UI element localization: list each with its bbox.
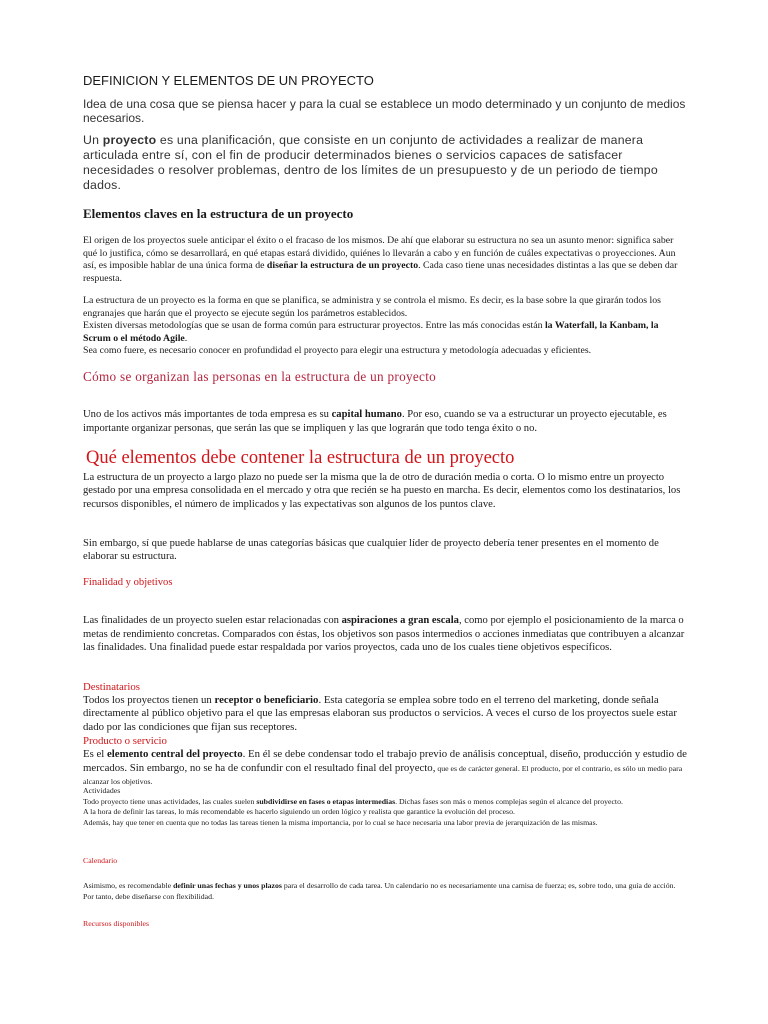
- text-run: . En él se debe condensar todo el trabajo previo de análisis conceptual, diseño, producción y estudio de mercados. Sin embargo, no se ha de confundir con el resultado final del proyecto,: [83, 748, 687, 774]
- text-run: Asimismo, es recomendable: [83, 881, 174, 890]
- heading-organizan: Cómo se organizan las personas en la estructura de un proyecto: [83, 369, 437, 384]
- heading-finalidad: Finalidad y objetivos: [83, 577, 173, 588]
- heading-producto: Producto o servicio: [83, 735, 167, 747]
- heading-recursos: Recursos disponibles: [83, 919, 150, 928]
- text-run: . Cada caso tiene unas necesidades distintas a las que se deben dar respuesta.: [83, 260, 678, 284]
- paragraph-sea-como-fuere: Sea como fuere, es necesario conocer en profundidad el proyecto para elegir una estructura y metodología adecuadas y eficientes.: [83, 345, 592, 356]
- actividades-section: [83, 786, 688, 828]
- bold-term: definir unas fechas y unos plazos: [173, 881, 282, 890]
- paragraph-calendario: [83, 880, 688, 902]
- heading-elementos: Elementos claves en la estructura de un proyecto: [83, 206, 354, 221]
- text-run: Existen diversas metodologías que se usan de forma común para estructurar proyectos. Entre las más conocidas están: [83, 320, 545, 331]
- paragraph-finalidades: [83, 614, 688, 655]
- bold-term: proyecto: [102, 133, 157, 147]
- heading-calendario: Calendario: [83, 856, 118, 865]
- paragraph-producto: [83, 748, 688, 789]
- text-run: . Por eso, cuando se va a estructurar un proyecto ejecutable, es importante organizar personas, que serán las que se impliquen y las que lograrán que todo tenga éxito o no.: [83, 409, 667, 434]
- definition-paragraph: Idea de una cosa que se piensa hacer y para la cual se establece un modo determinado y un conjunto de medios necesarios.: [83, 97, 686, 125]
- text-run: .: [184, 332, 188, 344]
- text-run: Uno de los activos más importantes de toda empresa es su: [83, 409, 332, 420]
- paragraph-metodologias: [83, 320, 688, 345]
- bold-term: subdividirse en fases o etapas intermedias: [256, 796, 396, 806]
- text-run: Todo proyecto tiene unas actividades, las cuales suelen: [83, 796, 257, 806]
- paragraph-actividades: [83, 797, 688, 808]
- text-run: Es el: [83, 748, 107, 760]
- bold-term: aspiraciones a gran escala: [341, 615, 459, 626]
- paragraph-activos: [83, 408, 688, 435]
- text-run: es una planificación, que consiste en un conjunto de actividades a realizar de manera articulada entre sí, con el fin de producir determinados bienes o servicios capaces de satisfacer necesidades o resolver problemas, dentro de los límites de un presupuesto y de un periodo de tiempo dados.: [83, 133, 658, 192]
- text-run: Todos los proyectos tienen un: [83, 694, 215, 706]
- bold-term: diseñar la estructura de un proyecto: [266, 260, 419, 271]
- paragraph-sin-embargo: Sin embargo, sí que puede hablarse de unas categorías básicas que cualquier líder de proyecto debería tener presentes en el momento de elaborar su estructura.: [83, 538, 659, 563]
- document-title: DEFINICION Y ELEMENTOS DE UN PROYECTO: [83, 73, 374, 88]
- text-run: El origen de los proyectos suele anticipar el éxito o el fracaso de los mismos. De ahí que elaborar su estructura no sea un asunto menor: significa saber qué lo justifica, cómo se desarrollará, en qué etapas estará dividido, quiénes lo llevarán a cabo y en función de cuáles expectativas o proyecciones. Aun así, es imposible hablar de una única forma de: [83, 235, 676, 271]
- heading-que-elementos: Qué elementos debe contener la estructura de un proyecto: [86, 448, 515, 468]
- project-definition-paragraph: [83, 133, 688, 193]
- structure-paragraphs: [83, 295, 688, 358]
- paragraph-plazo: La estructura de un proyecto a largo plazo no puede ser la misma que la de otro de duración media o corta. O lo mismo entre un proyecto gestado por una empresa consolidada en el mercado y otra que recién se ha puesto en marcha. Es decir, elementos como los destinatarios, los recursos disponibles, el número de implicados y las expectativas son algunos de los puntos clave.: [83, 472, 681, 510]
- text-run: para el desarrollo de cada tarea. Un calendario no es necesariamente una camisa de fuerza; es, sobre todo, una guía de acción. Por tanto, debe diseñarse con flexibilidad.: [83, 881, 676, 901]
- bold-term: la Waterfall, la Kanbam, la Scrum o el método Agile: [83, 320, 659, 344]
- paragraph-ademas: Además, hay que tener en cuenta que no todas las tareas tienen la misma importancia, por lo cual se hace necesaria una labor previa de jerarquización de las mismas.: [83, 817, 598, 827]
- text-run: Las finalidades de un proyecto suelen estar relacionadas con: [83, 615, 342, 626]
- text-run: . Esta categoría se emplea sobre todo en el terreno del marketing, donde señala directamente al público objetivo para el que las empresas elaboran sus productos o servicios. A veces el curso de los proyectos suele estar dado por las condiciones que fijan sus receptores.: [83, 694, 677, 733]
- text-run: Un: [83, 133, 103, 147]
- paragraph-forma: La estructura de un proyecto es la forma en que se planifica, se administra y se controla el mismo. Es decir, es la base sobre la que girarán todos los engranajes que harán que el proyecto se ejecute según los parámetros establecidos.: [83, 295, 661, 319]
- text-run: , como por ejemplo el posicionamiento de la marca o metas de rendimiento concretas. Comparados con éstas, los objetivos son pasos intermedios o acciones inmediatas que contribuyen a alcanzar las finalidades. Una finalidad puede estar respaldada por varios proyectos, cada uno de los cuales tiene objetivos específicos.: [83, 615, 685, 653]
- paragraph-tareas: A la hora de definir las tareas, lo más recomendable es hacerlo siguiendo un orden lógico y realista que garantice la evolución del proceso.: [83, 807, 515, 817]
- bold-term: elemento central del proyecto: [107, 748, 243, 760]
- paragraph-origen: [83, 235, 688, 285]
- heading-destinatarios: Destinatarios: [83, 681, 140, 693]
- bold-term: receptor o beneficiario: [214, 694, 319, 706]
- paragraph-destinatarios: [83, 694, 688, 734]
- heading-actividades: Actividades: [83, 786, 121, 795]
- text-run-small: que es de carácter general. El producto, por el contrario, es sólo un medio para alcanzar los objetivos.: [83, 763, 683, 786]
- bold-term: capital humano: [331, 409, 402, 420]
- text-run: . Dichas fases son más o menos complejas según el alcance del proyecto.: [395, 796, 623, 806]
